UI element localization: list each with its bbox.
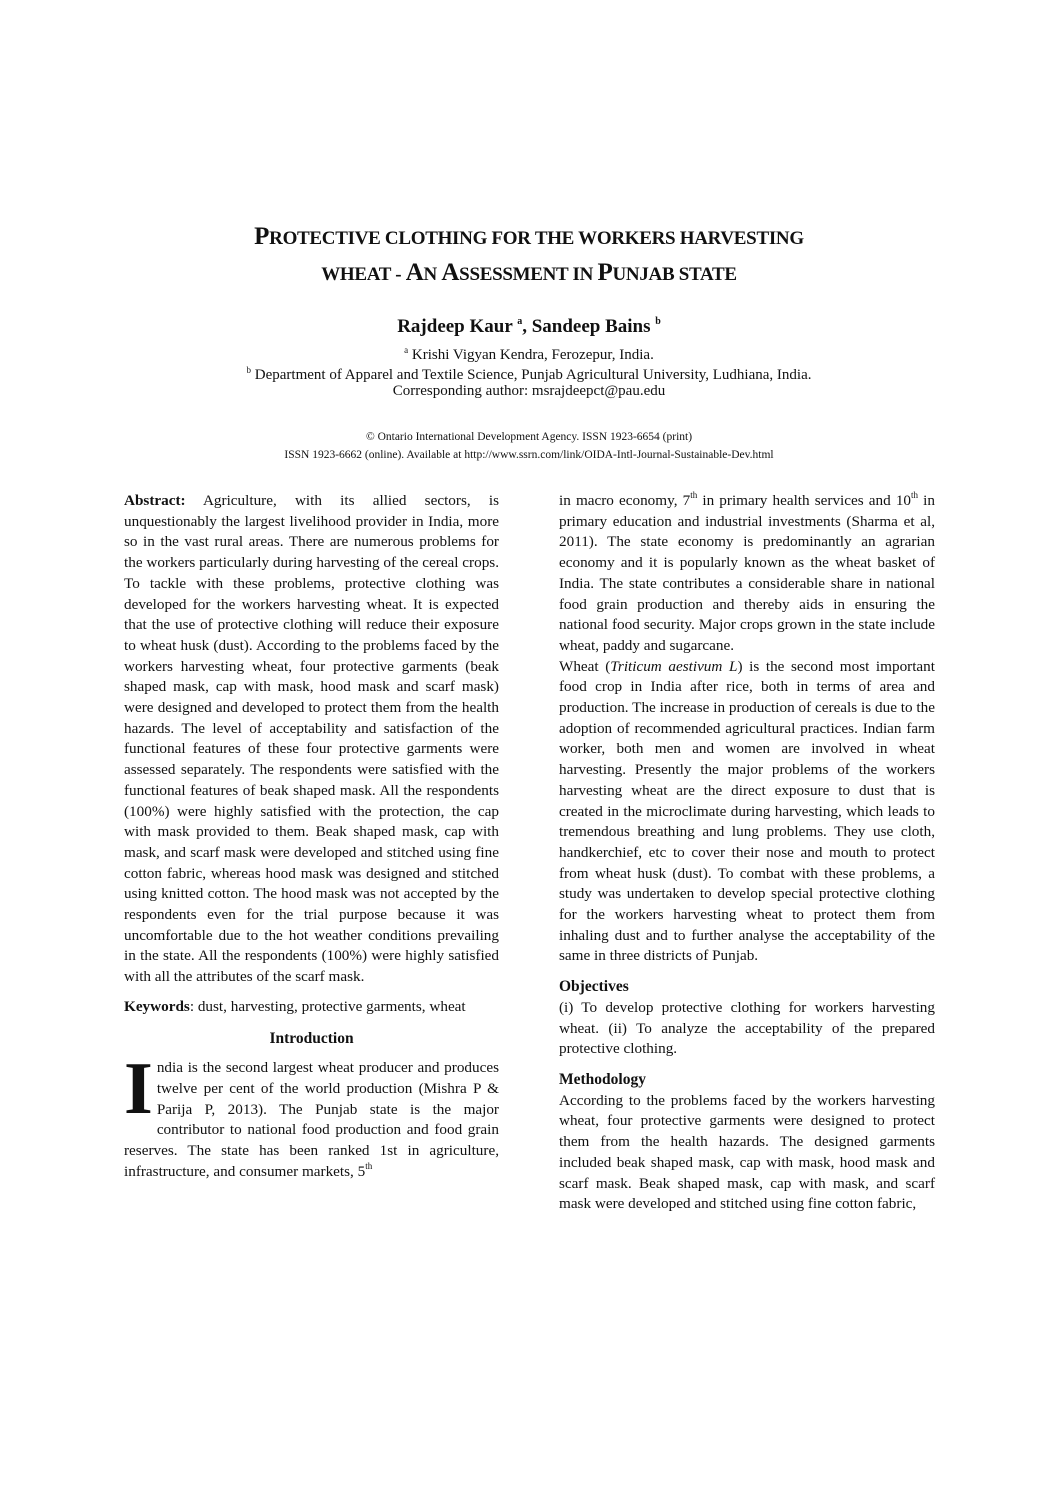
section-heading-objectives: Objectives — [559, 978, 629, 996]
intro-paragraph-1 — [124, 1048, 499, 1182]
issn-availability-line: ISSN 1923-6662 (online). Available at http://www.ssrn.com/link/OIDA-Intl-Journal-Sustainable-Dev.html — [284, 449, 774, 461]
keywords-label: Keywords — [124, 997, 190, 1015]
intro-text: ndia is the second largest wheat producer and produces twelve per cent of the world production (Mishra P & Parija P, 2013). The Punjab state is the major contributor to national food production and food grain reserves. The state has been ranked 1st in agriculture, infrastructure, and consumer markets, 5 — [124, 1059, 499, 1180]
affil-text: Krishi Vigyan Kendra, Ferozepur, India. — [408, 347, 654, 363]
title-cap: P — [254, 223, 270, 250]
corresponding-author: Corresponding author: msrajdeepct@pau.edu — [392, 383, 666, 399]
author-affil-marker: b — [655, 316, 661, 327]
methodology-text: According to the problems faced by the workers harvesting wheat, four protective garments were designed to protect them from the health hazards. The designed garments included beak shaped mask, cap with mask, hood mask and scarf mask. Beak shaped mask, cap with mask, and scarf mask were developed and stitched using fine cotton fabric, — [559, 1091, 935, 1213]
title-line-2 — [100, 256, 958, 292]
intro-text: in primary education and industrial investments (Sharma et al, 2011). The state economy is predominantly an agrarian economy and it is popularly known as the wheat basket of India. The state contributes a considerable share in national food grain production and thereby aids in ensuring the national food security. Major crops grown in the state include wheat, paddy and sugarcane. — [559, 492, 935, 654]
title-smallcaps: SSESSMENT IN — [459, 264, 598, 285]
intro-text: ) is the second most important food crop in India after rice, both in terms of area and production. The increase in production of cereals is due to the adoption of recommended agricultural practices. Indian farm worker, both men and women are involved in wheat harvesting. Presently the major problems of the workers harvesting wheat are the direct exposure to dust that is created in the microclimate during harvesting, which leads to tremendous breathing and lung problems. They use cloth, handkerchief, etc to cover their nose and mouth to protect from wheat husk (dust). To combat with these problems, a study was undertaken to develop special protective clothing for the workers harvesting wheat to protect them from inhaling dust and to further analyse the acceptability of the same in three districts of Punjab. — [559, 657, 935, 965]
intro-paragraph-2 — [559, 657, 935, 968]
objectives-text: (i) To develop protective clothing for workers harvesting wheat. (ii) To analyze the acceptability of the prepared protective clothing. — [559, 998, 935, 1058]
author-affil-marker: a — [517, 316, 523, 327]
author-separator: , — [522, 316, 532, 337]
title-cap: P — [597, 259, 613, 286]
title-smallcaps: ROTECTIVE CLOTHING FOR THE WORKERS HARVESTING — [269, 228, 804, 249]
abstract-label: Abstract: — [124, 492, 186, 509]
abstract — [124, 491, 499, 988]
title-cap: A — [441, 259, 460, 286]
author-name: Rajdeep Kaur — [397, 316, 513, 337]
drop-cap: I — [124, 1048, 153, 1131]
title-cap: A — [405, 259, 424, 286]
right-column — [559, 491, 935, 1215]
author-name: Sandeep Bains — [531, 316, 651, 337]
title-line-1 — [100, 220, 958, 256]
copyright-line: © Ontario International Development Agency. ISSN 1923-6654 (print) — [365, 431, 693, 443]
intro-text: in macro economy, 7 — [559, 492, 691, 509]
ordinal-sup: th — [690, 490, 698, 500]
paper-title — [100, 220, 958, 292]
affil-marker: b — [246, 365, 252, 375]
title-smallcaps: N — [423, 264, 442, 285]
intro-text: Wheat ( — [559, 657, 611, 675]
title-smallcaps: WHEAT - — [321, 264, 406, 285]
left-column — [124, 491, 499, 1183]
section-heading-introduction: Introduction — [269, 1029, 354, 1047]
title-smallcaps: UNJAB STATE — [612, 264, 737, 285]
species-name: Triticum aestivum L — [610, 657, 738, 675]
affil-text: Department of Apparel and Textile Science, Punjab Agricultural University, Ludhiana, India. — [251, 367, 812, 383]
intro-paragraph-1-cont — [559, 491, 935, 657]
ordinal-sup: th — [365, 1160, 373, 1171]
abstract-text: Agriculture, with its allied sectors, is unquestionably the largest livelihood provider in India, more so in the vast rural areas. There are numerous problems for the workers particularly during harvesting of the cereal crops. To tackle with these problems, protective clothing was developed for the workers harvesting wheat. It is expected that the use of protective clothing will reduce their exposure to wheat husk (dust). According to the problems faced by the workers harvesting wheat, four protective garments (beak shaped mask, cap with mask, hood mask and scarf mask) were designed and developed to protect them from the health hazards. The level of acceptability and satisfaction of the functional features of these four protective garments were assessed separately. The respondents were satisfied with the functional features of beak shaped mask. All the respondents (100%) were highly satisfied with the protection, the cap with mask provided to them. Beak shaped mask, cap with mask, and scarf mask were developed and stitched using fine cotton fabric, whereas hood mask was designed and stitched using knitted cotton. The hood mask was not accepted by the respondents even for the trial purpose because it was uncomfortable due to the hot weather conditions prevailing in the state. All the respondents (100%) were highly satisfied with all the attributes of the scarf mask. — [124, 492, 499, 986]
author-list — [100, 310, 958, 339]
section-heading-methodology: Methodology — [559, 1070, 646, 1088]
keywords — [124, 997, 499, 1018]
intro-text: in primary health services and 10 — [697, 492, 912, 509]
affil-marker: a — [404, 345, 409, 355]
keywords-text: : dust, harvesting, protective garments, wheat — [189, 997, 466, 1015]
ordinal-sup: th — [911, 490, 919, 500]
